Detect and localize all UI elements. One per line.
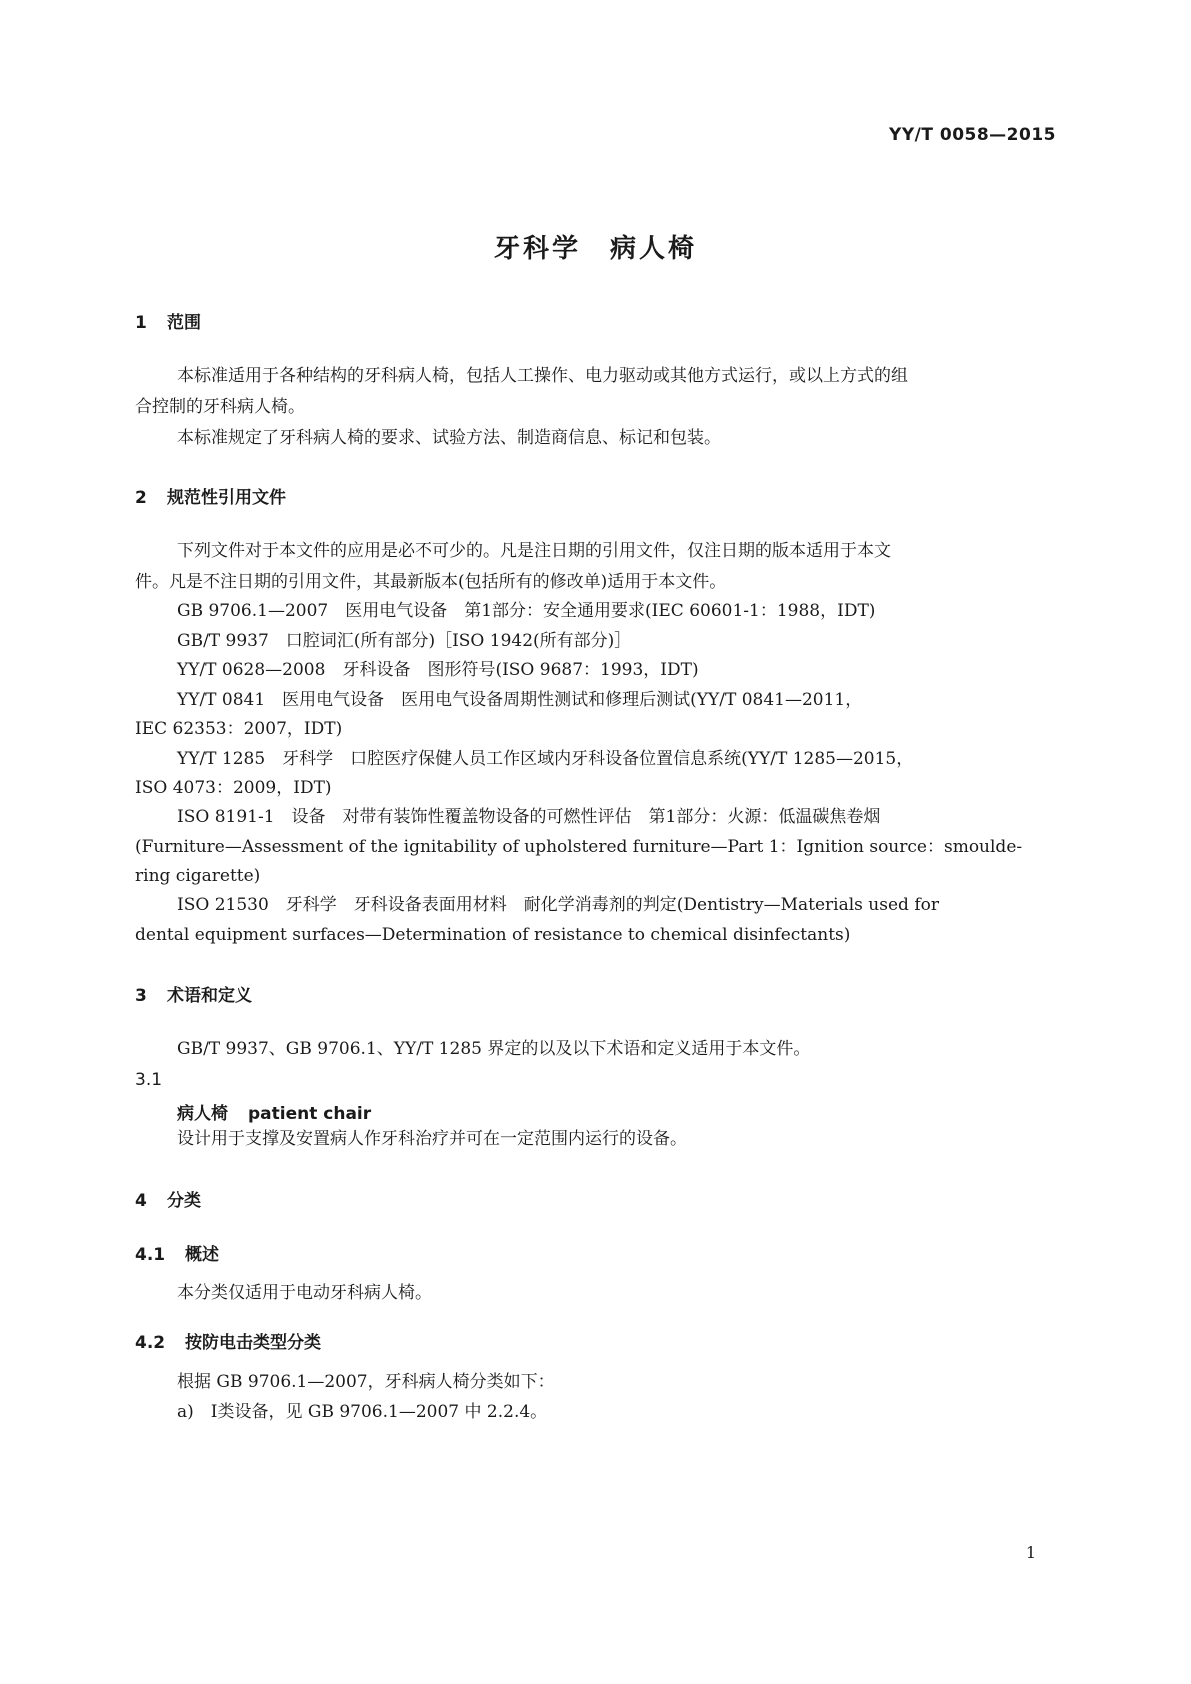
section-number: 4 (135, 1191, 147, 1211)
reference-item: YY/T 0841 医用电气设备 医用电气设备周期性测试和修理后测试(YY/T 0841—2011， (177, 690, 863, 710)
section-number: 2 (135, 488, 147, 508)
paragraph: 根据 GB 9706.1—2007，牙科病人椅分类如下： (177, 1372, 555, 1392)
section-title: 规范性引用文件 (167, 488, 286, 508)
reference-item: YY/T 0628—2008 牙科设备 图形符号(ISO 9687：1993，IDT) (177, 660, 699, 680)
term-chinese: 病人椅 (177, 1104, 228, 1124)
term-label (177, 1099, 371, 1124)
reference-item: dental equipment surfaces—Determination of resistance to chemical disinfectants) (135, 925, 851, 945)
paragraph: 下列文件对于本文件的应用是必不可少的。凡是注日期的引用文件，仅注日期的版本适用于本文 (177, 541, 891, 561)
paragraph: GB/T 9937、GB 9706.1、YY/T 1285 界定的以及以下术语和定义适用于本文件。 (177, 1039, 811, 1059)
page-number: 1 (1025, 1543, 1036, 1562)
paragraph: 合控制的牙科病人椅。 (135, 397, 305, 417)
paragraph: 件。凡是不注日期的引用文件，其最新版本(包括所有的修改单)适用于本文件。 (135, 572, 727, 592)
section-number: 3 (135, 986, 147, 1006)
subsection-4-1-heading (135, 1240, 219, 1265)
reference-item: (Furniture—Assessment of the ignitability of upholstered furniture—Part 1：Ignition source：smoulde- (135, 837, 1023, 857)
term-definition: 设计用于支撑及安置病人作牙科治疗并可在一定范围内运行的设备。 (177, 1129, 687, 1149)
section-title: 分类 (167, 1191, 201, 1211)
reference-item: YY/T 1285 牙科学 口腔医疗保健人员工作区域内牙科设备位置信息系统(YY/T 1285—2015， (177, 749, 914, 769)
reference-item: GB 9706.1—2007 医用电气设备 第1部分：安全通用要求(IEC 60601-1：1988，IDT) (177, 601, 876, 621)
paragraph: 本标准适用于各种结构的牙科病人椅，包括人工操作、电力驱动或其他方式运行，或以上方式的组 (177, 366, 908, 386)
term-english: patient chair (248, 1104, 372, 1124)
page-title: 牙科学 病人椅 (493, 234, 697, 264)
subsection-number: 4.2 (135, 1333, 166, 1353)
section-number: 1 (135, 313, 147, 333)
subsection-title: 概述 (185, 1245, 219, 1265)
reference-item: ISO 21530 牙科学 牙科设备表面用材料 耐化学消毒剂的判定(Dentistry—Materials used for (177, 895, 939, 915)
section-title: 范围 (167, 313, 201, 333)
reference-item: IEC 62353：2007，IDT) (135, 719, 343, 739)
section-2-heading (135, 483, 286, 508)
document-code: YY/T 0058—2015 (889, 125, 1056, 145)
paragraph: 本标准规定了牙科病人椅的要求、试验方法、制造商信息、标记和包装。 (177, 428, 721, 448)
subsection-4-2-heading (135, 1328, 321, 1353)
reference-item: GB/T 9937 口腔词汇(所有部分)［ISO 1942(所有部分)］ (177, 631, 632, 651)
section-title: 术语和定义 (167, 986, 252, 1006)
section-1-heading (135, 308, 201, 333)
reference-item: ISO 4073：2009，IDT) (135, 778, 332, 798)
section-3-heading (135, 981, 252, 1006)
subsection-number: 4.1 (135, 1245, 166, 1265)
paragraph: 本分类仅适用于电动牙科病人椅。 (177, 1283, 432, 1303)
term-number: 3.1 (135, 1070, 163, 1090)
reference-item: ring cigarette) (135, 866, 261, 886)
subsection-title: 按防电击类型分类 (185, 1333, 321, 1353)
section-4-heading (135, 1186, 201, 1211)
reference-item: ISO 8191-1 设备 对带有装饰性覆盖物设备的可燃性评估 第1部分：火源：低温碳焦卷烟 (177, 807, 881, 827)
list-item: a) Ⅰ类设备，见 GB 9706.1—2007 中 2.2.4。 (177, 1402, 548, 1422)
